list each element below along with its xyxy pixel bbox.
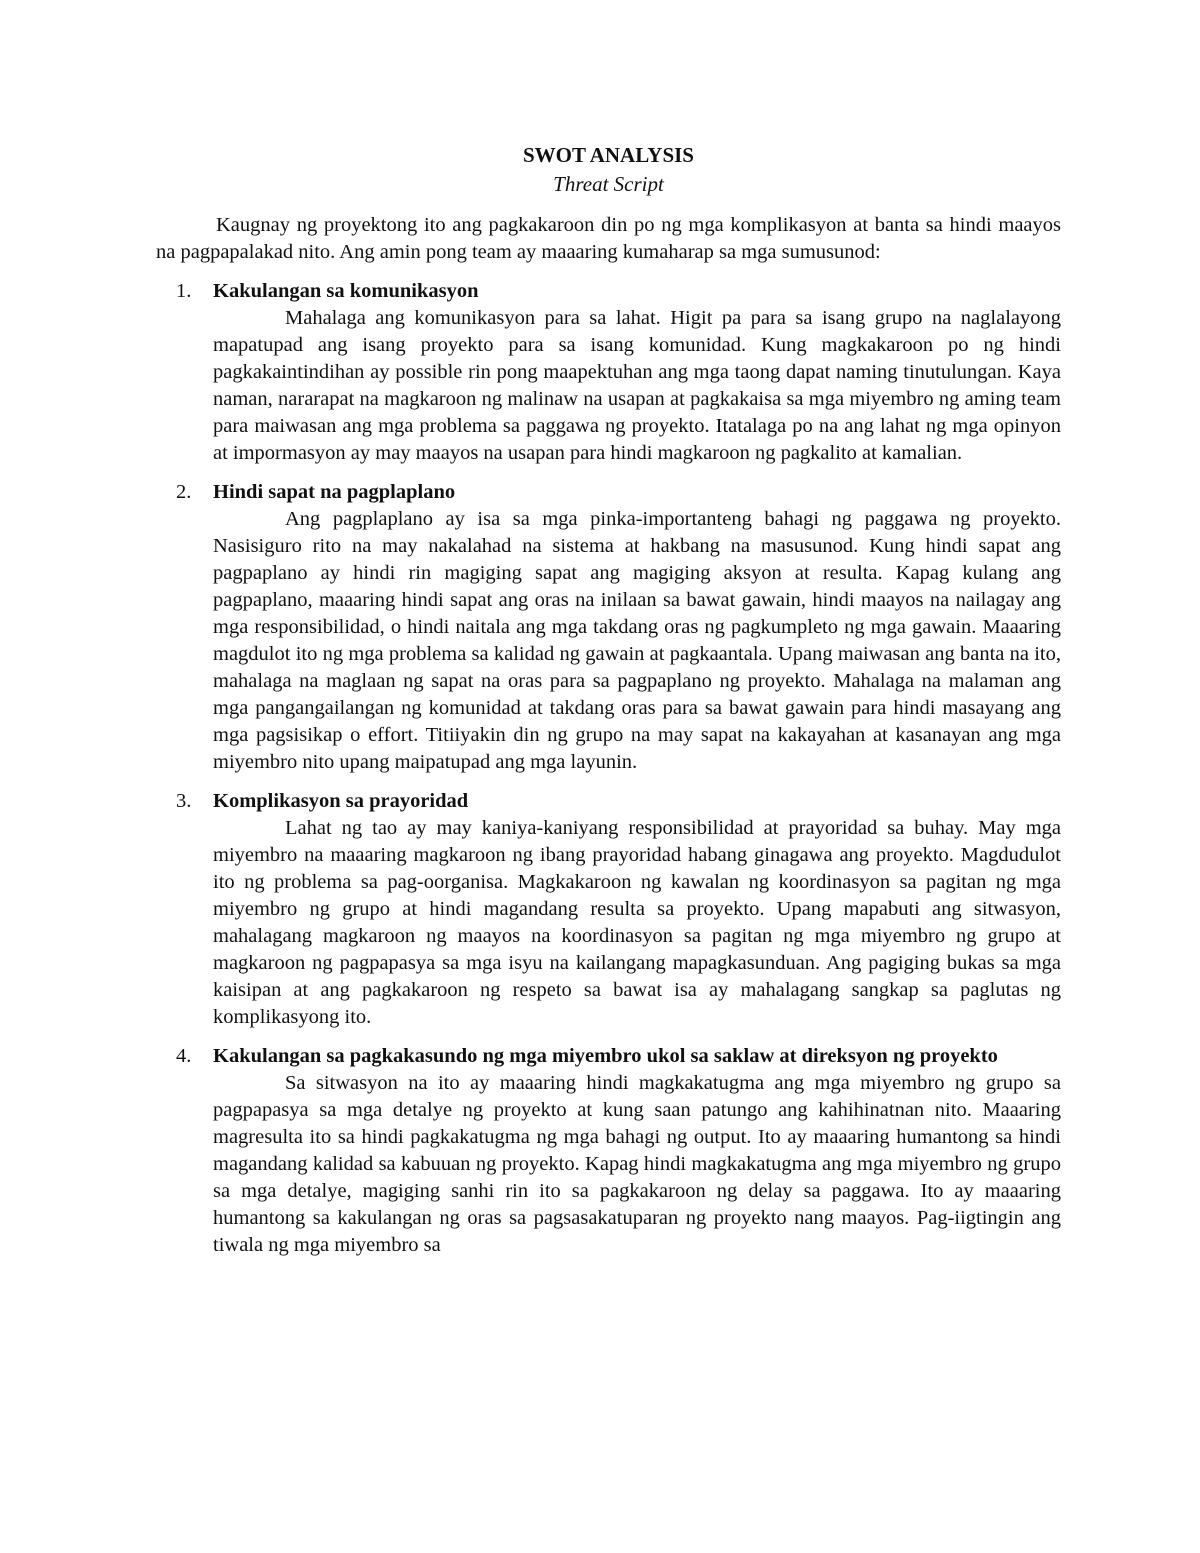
threat-list	[156, 278, 1061, 1259]
item-heading: Komplikasyon sa prayoridad	[213, 790, 469, 812]
list-item	[156, 1043, 1061, 1259]
item-body: Sa sitwasyon na ito ay maaaring hindi magkakatugma ang mga miyembro ng grupo sa pagpapasya sa mga detalye ng proyekto at kung saan patungo ang kahihinatnan nito. Maaaring magresulta ito sa hindi pagkakatugma ng mga bahagi ng output. Ito ay maaaring humantong sa hindi magandang kalidad sa kabuuan ng proyekto. Kapag hindi magkakatugma ang mga miyembro ng grupo sa mga detalye, magiging sanhi rin ito sa pagkakaroon ng delay sa paggawa. Ito ay maaaring humantong sa kakulangan ng oras sa pagsasakatuparan ng proyekto nang maayos. Pag-iigtingin ang tiwala ng mga miyembro sa	[213, 1072, 1061, 1256]
item-heading: Hindi sapat na pagplaplano	[213, 481, 456, 503]
item-heading: Kakulangan sa pagkakasundo ng mga miyembro ukol sa saklaw at direksyon ng proyekto	[213, 1045, 998, 1067]
item-body: Ang pagplaplano ay isa sa mga pinka-importanteng bahagi ng paggawa ng proyekto. Nasisiguro rito na may nakalahad na sistema at hakbang na masusunod. Kung hindi sapat ang pagpaplano ay hindi rin magiging sapat ang magiging aksyon at resulta. Kapag kulang ang pagpaplano, maaaring hindi sapat ang oras na inilaan sa bawat gawain, hindi maayos na nailagay ang mga responsibilidad, o hindi naitala ang mga takdang oras ng pagkumpleto ng mga gawain. Maaaring magdulot ito ng mga problema sa kalidad ng gawain at pagkaantala. Upang maiwasan ang banta na ito, mahalaga na maglaan ng sapat na oras para sa pagpaplano ng proyekto. Mahalaga na malaman ang mga pangangailangan ng komunidad at takdang oras para sa bawat gawain para hindi masayang ang mga pagsisikap o effort. Titiiyakin din ng grupo na may sapat na kakayahan at kasanayan ang mga miyembro nito upang maipatupad ang mga layunin.	[213, 508, 1061, 773]
item-number: 4.	[176, 1045, 192, 1067]
list-item	[156, 479, 1061, 776]
item-number: 3.	[176, 790, 192, 812]
list-item	[156, 788, 1061, 1031]
document-content	[156, 140, 1061, 1271]
intro-paragraph: Kaugnay ng proyektong ito ang pagkakaroon din po ng mga komplikasyon at banta sa hindi maayos na pagpapalakad nito. Ang amin pong team ay maaaring kumaharap sa mga sumusunod:	[156, 214, 1061, 263]
document-title: SWOT ANALYSIS	[522, 143, 694, 167]
list-item	[156, 278, 1061, 467]
item-body: Lahat ng tao ay may kaniya-kaniyang responsibilidad at prayoridad sa buhay. May mga miyembro na maaaring magkaroon ng ibang prayoridad habang ginagawa ang proyekto. Magdudulot ito ng problema sa pag-oorganisa. Magkakaroon ng kawalan ng koordinasyon sa pagitan ng mga miyembro ng grupo at hindi magandang resulta sa proyekto. Upang mapabuti ang sitwasyon, mahalagang magkaroon ng maayos na koordinasyon sa pagitan ng mga miyembro ng grupo at magkaroon ng pagpapasya sa mga isyu na kailangang mapagkasunduan. Ang pagiging bukas sa mga kaisipan at ang pagkakaroon ng respeto sa bawat isa ay mahalagang sangkap sa paglutas ng komplikasyong ito.	[213, 817, 1061, 1028]
document-subtitle: Threat Script	[553, 172, 664, 196]
item-heading: Kakulangan sa komunikasyon	[213, 280, 479, 302]
item-body: Mahalaga ang komunikasyon para sa lahat. Higit pa para sa isang grupo na naglalayong mapatupad ang isang proyekto para sa isang komunidad. Kung magkakaroon po ng hindi pagkakaintindihan ay possible rin pong maapektuhan ang mga taong dapat naming tinutulungan. Kaya naman, nararapat na magkaroon ng malinaw na usapan at pagkakaisa sa mga miyembro ng aming team para maiwasan ang mga problema sa paggawa ng proyekto. Itatalaga po na ang lahat ng mga opinyon at impormasyon ay may maayos na usapan para hindi magkaroon ng pagkalito at kamalian.	[213, 307, 1061, 464]
item-number: 2.	[176, 481, 192, 503]
item-number: 1.	[176, 280, 192, 302]
